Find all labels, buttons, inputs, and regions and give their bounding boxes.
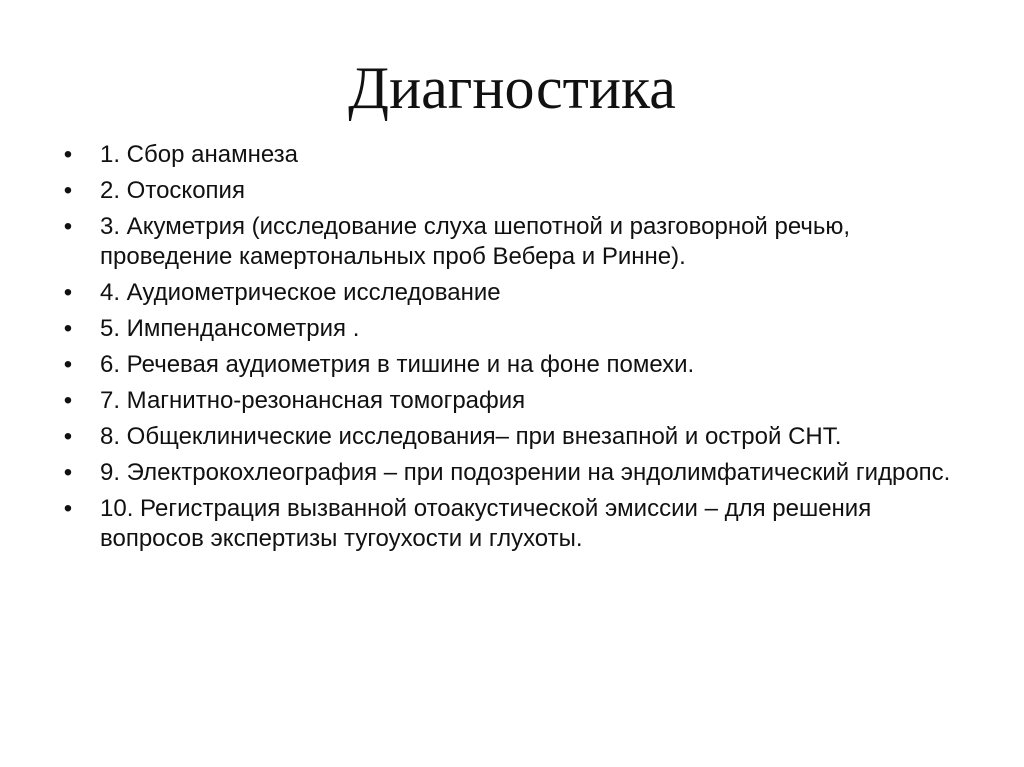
bullet-icon: •: [63, 495, 73, 522]
list-item: [58, 494, 958, 554]
bullet-icon: •: [63, 141, 73, 168]
bullet-icon: •: [63, 213, 73, 240]
list-item-text: 7. Магнитно-резонансная томография: [100, 387, 526, 414]
bullet-list: [58, 140, 958, 560]
list-item: [58, 278, 958, 308]
list-item: [58, 422, 958, 452]
list-item-text: 3. Акуметрия (исследование слуха шепотной и разговорной речью, проведение камертональных проб Вебера и Ринне).: [100, 213, 851, 270]
bullet-icon: •: [63, 351, 73, 378]
list-item-text: 1. Сбор анамнеза: [100, 141, 298, 168]
bullet-icon: •: [63, 177, 73, 204]
list-item: [58, 350, 958, 380]
bullet-icon: •: [63, 315, 73, 342]
list-item-text: 2. Отоскопия: [100, 177, 245, 204]
list-item: [58, 212, 958, 272]
list-item-text: 4. Аудиометрическое исследование: [100, 279, 501, 306]
slide-title: Диагностика: [348, 55, 676, 121]
list-item: [58, 140, 958, 170]
list-item-text: 8. Общеклинические исследования– при внезапной и острой СНТ.: [100, 423, 842, 450]
list-item: [58, 176, 958, 206]
bullet-icon: •: [63, 423, 73, 450]
bullet-icon: •: [63, 459, 73, 486]
list-item: [58, 458, 958, 488]
list-item-text: 10. Регистрация вызванной отоакустической эмиссии – для решения вопросов экспертизы тугоухости и глухоты.: [100, 495, 872, 552]
list-item: [58, 386, 958, 416]
bullet-icon: •: [63, 279, 73, 306]
bullet-icon: •: [63, 387, 73, 414]
list-item-text: 9. Электрокохлеография – при подозрении на эндолимфатический гидропс.: [100, 459, 951, 486]
list-item-text: 6. Речевая аудиометрия в тишине и на фоне помехи.: [100, 351, 695, 378]
list-item-text: 5. Импендансометрия .: [100, 315, 360, 342]
list-item: [58, 314, 958, 344]
